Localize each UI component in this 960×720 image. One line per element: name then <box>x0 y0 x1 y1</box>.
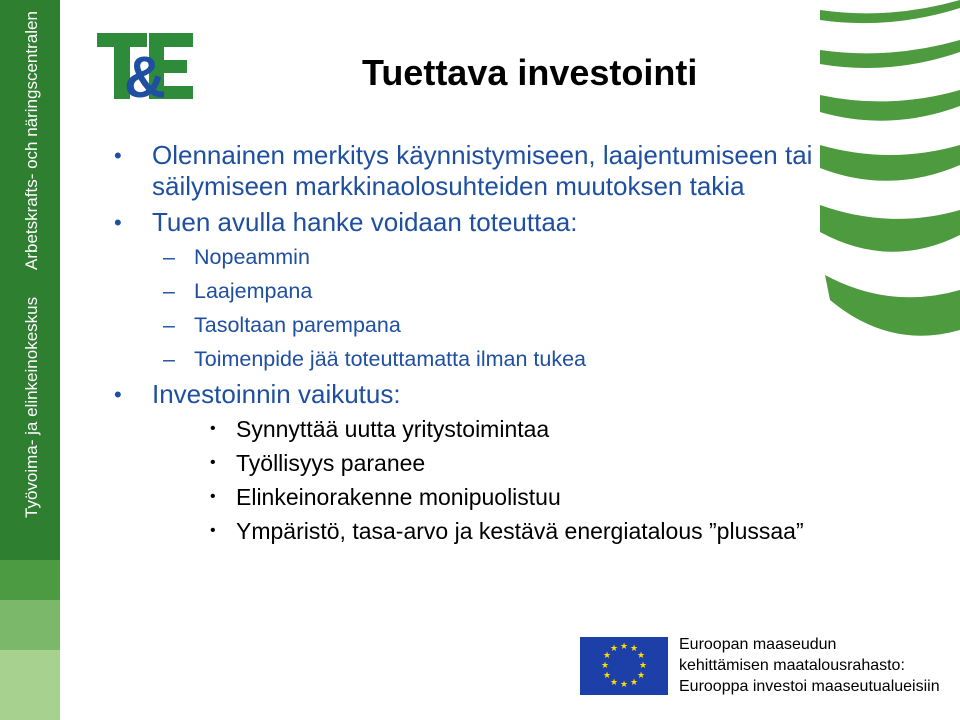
svg-text:★: ★ <box>609 678 619 688</box>
sub-bullet: • Elinkeinorakenne monipuolistuu <box>210 484 561 510</box>
sub-bullet: • Synnyttää uutta yritystoimintaa <box>210 416 550 442</box>
sub-bullet: • Ympäristö, tasa-arvo ja kestävä energiatalous ”plussaa” <box>210 518 804 544</box>
dash-icon: – <box>163 279 175 303</box>
svg-text:★: ★ <box>638 661 648 671</box>
svg-text:★: ★ <box>619 680 629 690</box>
dash-icon: – <box>163 245 175 269</box>
svg-text:★: ★ <box>619 642 629 652</box>
bullet-dot-icon: • <box>210 522 216 539</box>
sub-bullet: – Nopeammin <box>163 245 310 269</box>
eu-line-1: Euroopan maaseudun <box>679 636 837 653</box>
svg-text:★: ★ <box>629 678 639 688</box>
dash-icon: – <box>163 313 175 337</box>
svg-text:★: ★ <box>602 651 612 661</box>
dash-icon: – <box>163 347 175 371</box>
side-band <box>0 0 60 720</box>
bullet-2: • Tuen avulla hanke voidaan toteuttaa: <box>114 207 578 237</box>
svg-text:★: ★ <box>609 644 619 654</box>
sub-bullet: – Tasoltaan parempana <box>163 313 401 337</box>
svg-text:★: ★ <box>636 671 646 681</box>
bullet-dot-icon: • <box>210 454 216 471</box>
svg-text:★: ★ <box>636 651 646 661</box>
eu-line-2: kehittämisen maatalousrahasto: <box>679 657 905 674</box>
side-org-finnish: Työvoima- ja elinkeinokeskus <box>22 296 41 518</box>
te-logo <box>97 33 197 103</box>
slide-title: Tuettava investointi <box>362 52 698 93</box>
bullet-dot-icon: • <box>210 420 216 437</box>
eu-flag-icon <box>580 637 668 695</box>
bullet-dot-icon: • <box>210 488 216 505</box>
sub-bullet: • Työllisyys paranee <box>210 450 426 476</box>
svg-text:★: ★ <box>629 644 639 654</box>
eu-funding-text <box>679 634 940 697</box>
slide-content <box>100 140 900 551</box>
svg-text:★: ★ <box>602 671 612 681</box>
sub-bullet: – Laajempana <box>163 279 313 303</box>
bullet-dot-icon: • <box>114 143 122 168</box>
side-org-swedish: Arbetskrafts- och näringscentralen <box>22 11 41 270</box>
bullet-dot-icon: • <box>114 210 122 235</box>
bullet-3: • Investoinnin vaikutus: <box>114 379 401 409</box>
side-text <box>0 0 60 560</box>
svg-text:★: ★ <box>600 661 610 671</box>
svg-text:&: & <box>124 45 166 103</box>
eu-line-3: Eurooppa investoi maaseutualueisiin <box>679 678 940 695</box>
bullet-1: • Olennainen merkitys käynnistymiseen, laajentumiseen tai säilymiseen markkinaolosuhteiden muutoksen takia <box>114 140 813 201</box>
bullet-dot-icon: • <box>114 382 122 407</box>
sub-bullet: – Toimenpide jää toteuttamatta ilman tukea <box>163 347 587 371</box>
